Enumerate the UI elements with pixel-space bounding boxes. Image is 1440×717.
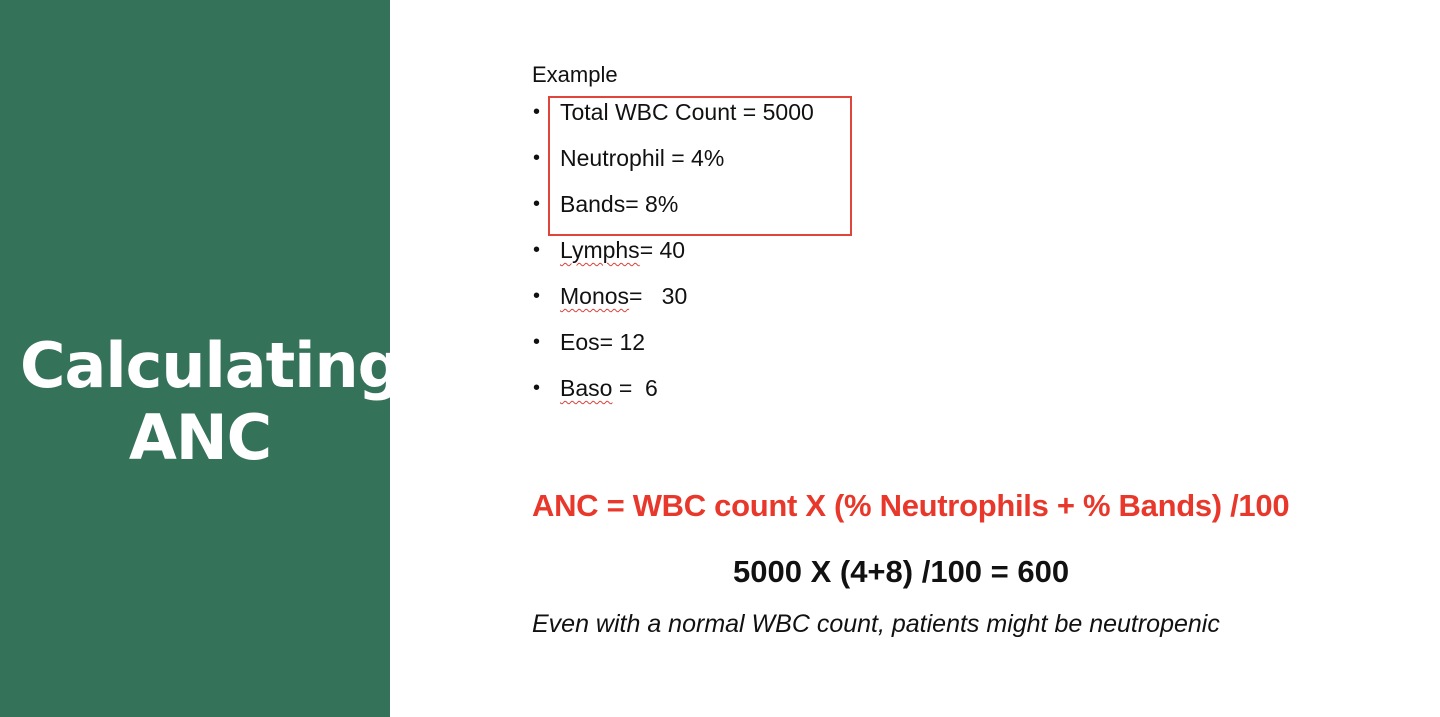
item-name: Bands bbox=[560, 191, 626, 217]
slide-title-line-2: ANC bbox=[128, 401, 272, 474]
list-item-lymphs bbox=[532, 232, 1412, 278]
item-name: Eos bbox=[560, 329, 600, 355]
title-panel bbox=[0, 0, 401, 717]
bullet-icon: • bbox=[533, 193, 541, 215]
item-value: = 4% bbox=[664, 145, 725, 171]
item-name: Lymphs bbox=[560, 237, 640, 263]
bullet-icon: • bbox=[533, 285, 541, 307]
list-item-eos bbox=[532, 324, 1412, 370]
item-value: = 6 bbox=[612, 375, 658, 401]
slide-title-line-1: Calculating bbox=[20, 329, 401, 402]
bullet-icon: • bbox=[533, 377, 541, 399]
item-value: = 40 bbox=[639, 237, 686, 263]
example-list bbox=[532, 94, 1412, 416]
slide-title bbox=[20, 329, 401, 474]
list-item-neutrophil bbox=[532, 140, 1412, 186]
bullet-icon: • bbox=[533, 101, 541, 123]
example-content bbox=[532, 60, 1412, 416]
item-value: = 30 bbox=[629, 283, 688, 309]
list-item-bands bbox=[532, 186, 1412, 232]
example-label: Example bbox=[532, 62, 618, 87]
list-item-total-wbc bbox=[532, 94, 1412, 140]
item-name: Baso bbox=[560, 375, 613, 401]
anc-formula: ANC = WBC count X (% Neutrophils + % Bands) /100 bbox=[532, 488, 1290, 523]
item-value: = 12 bbox=[599, 329, 646, 355]
anc-calculation: 5000 X (4+8) /100 = 600 bbox=[733, 554, 1070, 589]
item-value: = 8% bbox=[625, 191, 679, 217]
list-item-monos bbox=[532, 278, 1412, 324]
list-item-baso bbox=[532, 370, 1412, 416]
bullet-icon: • bbox=[533, 331, 541, 353]
item-name: Total WBC Count bbox=[560, 99, 737, 125]
bullet-icon: • bbox=[533, 239, 541, 261]
item-name: Monos bbox=[560, 283, 630, 309]
bullet-icon: • bbox=[533, 147, 541, 169]
item-name: Neutrophil bbox=[560, 145, 665, 171]
item-value: = 5000 bbox=[736, 99, 814, 125]
neutropenia-note: Even with a normal WBC count, patients might be neutropenic bbox=[532, 610, 1220, 638]
